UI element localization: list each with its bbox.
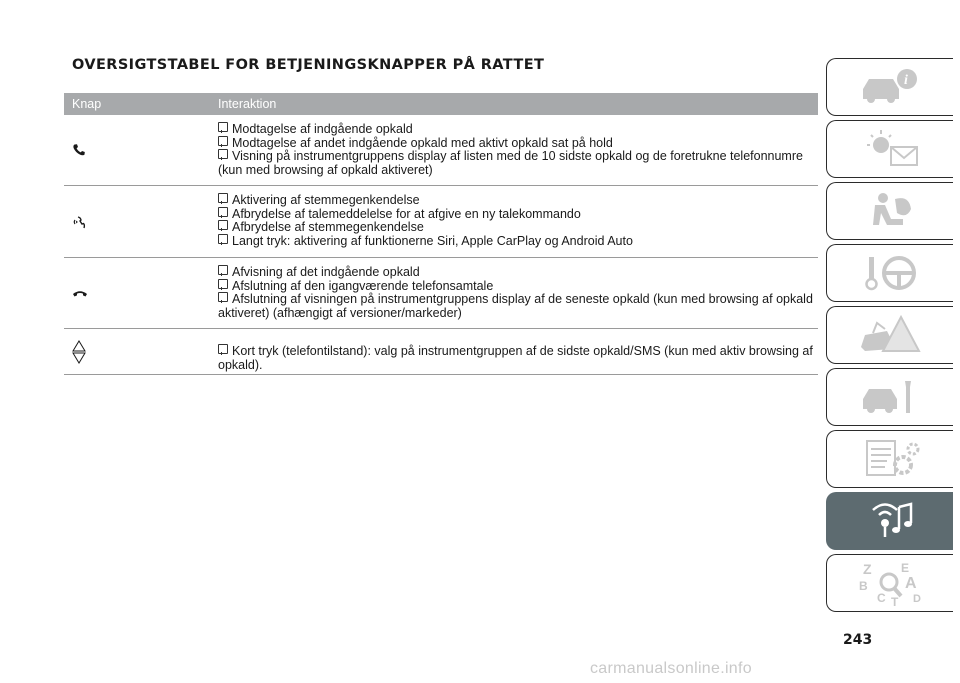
- button-cell: [64, 115, 218, 185]
- index-letter: T: [891, 595, 899, 606]
- index-letter: A: [905, 575, 917, 592]
- button-cell: [64, 258, 218, 328]
- triangle-down-icon: [72, 352, 86, 364]
- alphabetical-index-search-icon: [855, 560, 925, 606]
- list-item: Afvisning af det indgående opkald: [218, 266, 818, 280]
- page-number: 243: [843, 632, 873, 648]
- tab-warning-lights[interactable]: [826, 120, 953, 178]
- interaction-cell: [218, 329, 818, 374]
- checkbox-icon: [218, 265, 228, 275]
- table-row: [64, 329, 818, 375]
- technical-data-gear-icon: [855, 437, 925, 481]
- list-item: Afslutning af den igangværende telefonsamtale: [218, 280, 818, 294]
- list-item: Afbrydelse af talemeddelelse for at afgive en ny talekommando: [218, 208, 818, 222]
- tab-index[interactable]: [826, 554, 953, 612]
- svg-text:i: i: [904, 73, 908, 88]
- car-maintenance-wrench-icon: [855, 375, 925, 419]
- page-title: OVERSIGTSTABEL FOR BETJENINGSKNAPPER PÅ RATTET: [72, 57, 545, 73]
- controls-table: [64, 93, 818, 375]
- checkbox-icon: [218, 136, 228, 146]
- car-accident-warning-icon: [855, 313, 925, 357]
- car-info-icon: [855, 65, 925, 109]
- list-item: Kort tryk (telefontilstand): valg på instrumentgruppen af de sidste opkald/SMS (kun med aktiv browsing af opkald).: [218, 344, 813, 372]
- interaction-cell: [218, 258, 818, 328]
- checkbox-icon: [218, 220, 228, 230]
- checkbox-icon: [218, 122, 228, 132]
- tab-car-info[interactable]: [826, 58, 953, 116]
- list-item: Modtagelse af andet indgående opkald med aktivt opkald sat på hold: [218, 137, 818, 151]
- tab-maintenance[interactable]: [826, 368, 953, 426]
- voice-command-icon: [72, 214, 88, 230]
- table-row: [64, 258, 818, 329]
- tab-emergency[interactable]: [826, 306, 953, 364]
- checkbox-icon: [218, 292, 228, 302]
- list-item: Afbrydelse af stemmegenkendelse: [218, 221, 818, 235]
- phone-hangup-icon: [72, 288, 88, 298]
- seat-airbag-safety-icon: [855, 189, 925, 233]
- checkbox-icon: [218, 344, 228, 354]
- up-down-arrows-icon: [72, 340, 86, 364]
- watermark: carmanualsonline.info: [590, 660, 752, 677]
- tab-safety[interactable]: [826, 182, 953, 240]
- list-item: Visning på instrumentgruppens display af listen med de 10 sidste opkald og de foretrukne telefonnumre (kun med browsing af opkald aktiveret): [218, 149, 803, 177]
- index-letter: E: [901, 561, 910, 575]
- button-cell: [64, 329, 218, 374]
- index-letter: Z: [863, 561, 872, 577]
- tab-multimedia[interactable]: [826, 492, 953, 550]
- column-header-interaction: Interaktion: [218, 97, 277, 111]
- button-cell: [64, 186, 218, 257]
- table-row: [64, 186, 818, 258]
- index-letter: C: [877, 591, 886, 605]
- list-item: Langt tryk: aktivering af funktionerne Siri, Apple CarPlay og Android Auto: [218, 235, 818, 249]
- tab-technical-data[interactable]: [826, 430, 953, 488]
- list-item: Aktivering af stemmegenkendelse: [218, 194, 818, 208]
- checkbox-icon: [218, 234, 228, 244]
- list-item: Modtagelse af indgående opkald: [218, 123, 818, 137]
- key-steering-wheel-icon: [855, 251, 925, 295]
- checkbox-icon: [218, 149, 228, 159]
- multimedia-music-icon: [855, 499, 925, 543]
- interaction-cell: [218, 186, 818, 257]
- column-header-button: Knap: [72, 97, 102, 111]
- warning-lights-message-icon: [855, 127, 925, 171]
- checkbox-icon: [218, 279, 228, 289]
- index-letter: B: [859, 579, 868, 593]
- tab-starting-driving[interactable]: [826, 244, 953, 302]
- checkbox-icon: [218, 207, 228, 217]
- table-row: [64, 115, 818, 186]
- table-header: [64, 93, 818, 115]
- checkbox-icon: [218, 193, 228, 203]
- index-letter: D: [913, 593, 921, 605]
- interaction-cell: [218, 115, 818, 185]
- triangle-up-icon: [72, 340, 86, 352]
- phone-accept-icon: [72, 143, 86, 157]
- list-item: Afslutning af visningen på instrumentgruppens display af de seneste opkald (kun med browsing af opkald aktiveret) (afhængigt af versioner/markeder): [218, 292, 813, 320]
